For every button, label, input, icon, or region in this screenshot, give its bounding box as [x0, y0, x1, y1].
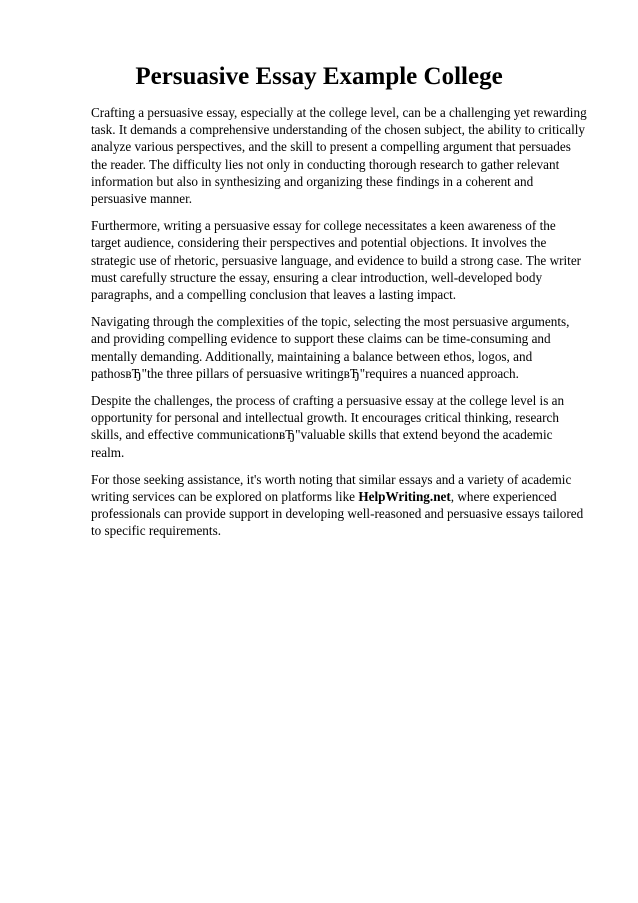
paragraph-challenges: Despite the challenges, the process of crafting a persuasive essay at the college level is an opportunity for personal and intellectual growth. It encourages critical thinking, research skills, and effective communicationвЂ"valuable skills that extend beyond the academic realm. — [91, 393, 565, 460]
paragraph-audience: Furthermore, writing a persuasive essay for college necessitates a keen awareness of the target audience, considering their perspectives and potential objections. It involves the strategic use of rhetoric, persuasive language, and evidence to build a strong case. The writer must carefully structure the essay, ensuring a clear introduction, well-developed body paragraphs, and a compelling conclusion that leaves a lasting impact. — [91, 218, 582, 303]
assistance-text-after: , where experienced professionals can provide support in developing well-reasoned and persuasive essays tailored to specific requirements. — [91, 489, 584, 539]
paragraph-assistance — [91, 471, 587, 540]
assistance-text-before: For those seeking assistance, it's worth noting that similar essays and a variety of academic writing services can be explored on platforms like — [91, 471, 572, 505]
helpwriting-link[interactable]: HelpWriting.net — [358, 489, 451, 505]
page-title: Persuasive Essay Example College — [135, 63, 503, 90]
paragraph-complexities: Navigating through the complexities of the topic, selecting the most persuasive arguments, and providing compelling evidence to support these claims can be time-consuming and mentally demanding. Additionally, maintaining a balance between ethos, logos, and pathosвЂ"the three pillars of persuasive writingвЂ"requires a nuanced approach. — [91, 314, 570, 381]
document-body — [91, 104, 587, 550]
paragraph-intro: Crafting a persuasive essay, especially at the college level, can be a challenging yet rewarding task. It demands a comprehensive understanding of the chosen subject, the ability to critically analyze various perspectives, and the skill to present a compelling argument that persuades the reader. The difficulty lies not only in conducting thorough research to gather relevant information but also in synthesizing and organizing these findings in a coherent and persuasive manner. — [91, 105, 587, 207]
